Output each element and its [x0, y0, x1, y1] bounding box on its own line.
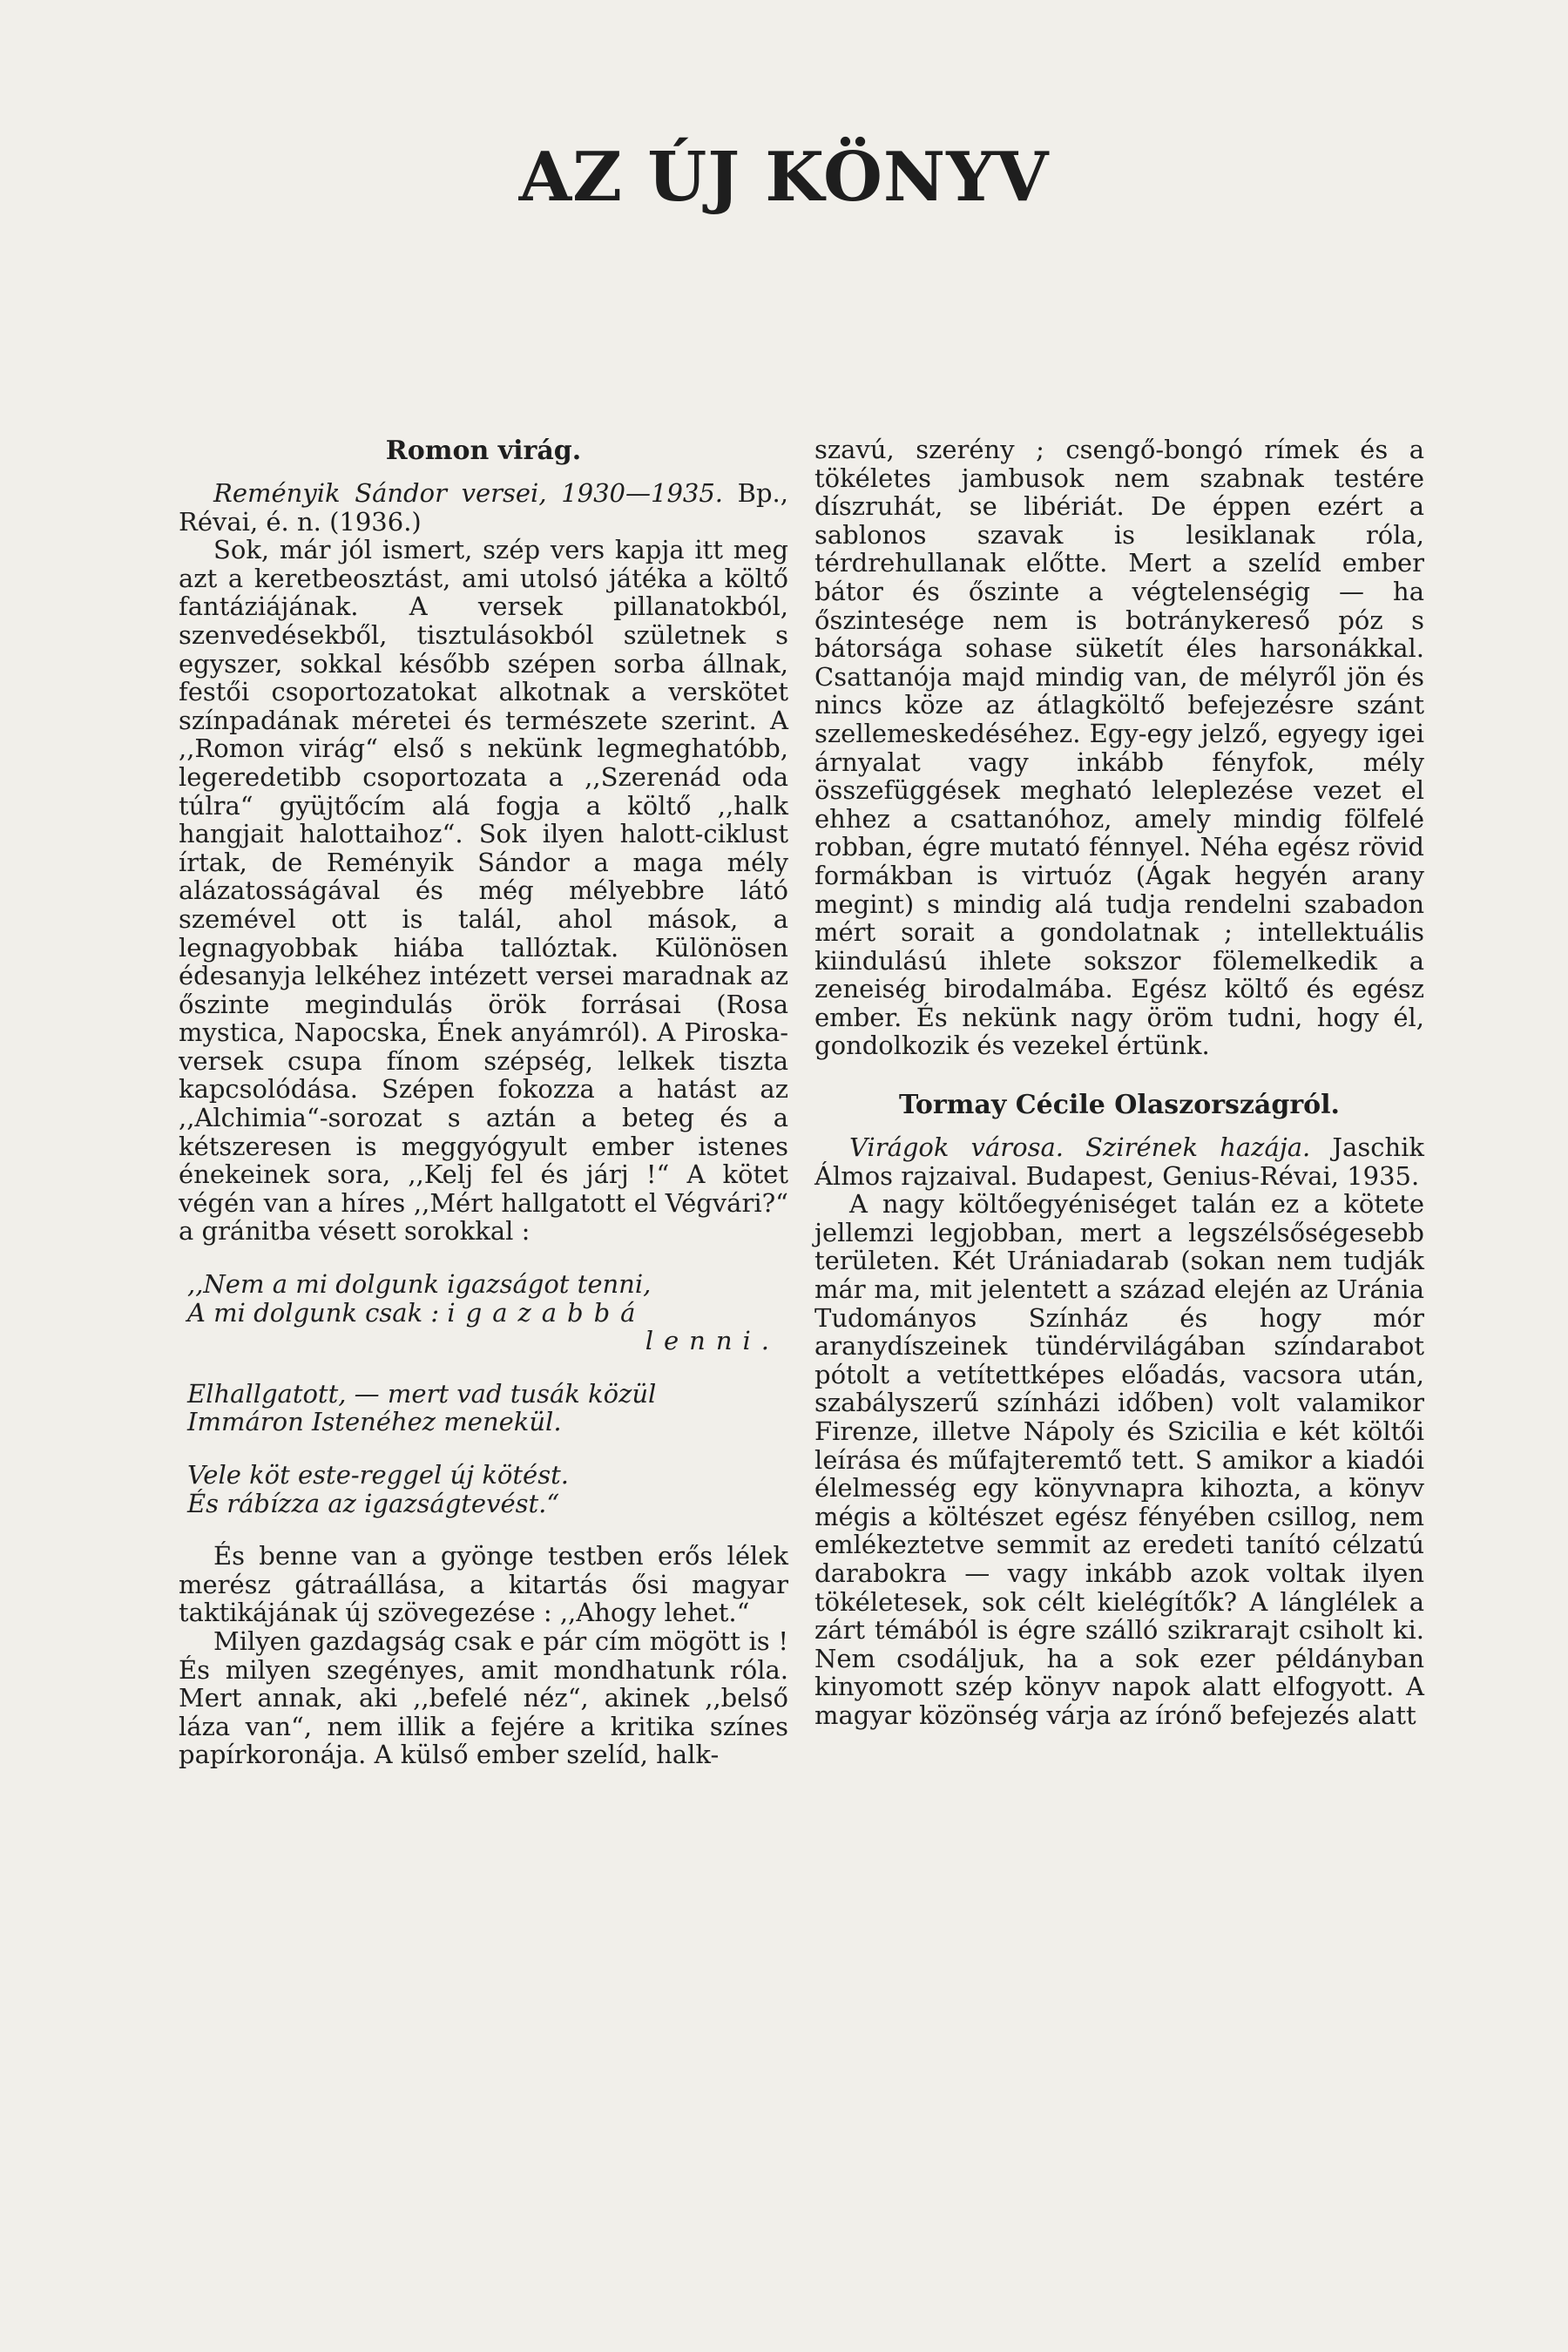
bibliography-line: [814, 1133, 1424, 1190]
section-title-romon-virag: Romon virág.: [385, 436, 582, 466]
poem-line: Vele köt este-reggel új kötést.: [187, 1460, 569, 1490]
poem-line: ,,Nem a mi dolgunk igazságot tenni,: [187, 1269, 652, 1300]
book-title: Reményik Sándor versei, 1930—1935.: [213, 478, 724, 508]
poem-quote: [187, 1270, 788, 1517]
section-title-tormay: Tormay Cécile Olaszországról.: [898, 1090, 1340, 1121]
poem-line: lenni.: [645, 1326, 780, 1356]
review-paragraph: A nagy költőegyéniséget talán ez a kötete jellemzi legjobban, mert a legszélsőségesebb területen. Két Urániadarab (sokan nem tudják már ma, mit jelentett a század elején az Uránia Tudományos Színház és hogy mór aranydíszeinek tündérvilágában színdarabot pótolt a vetítettképes előadás, vacsora után, szabályszerű színházi időben) volt valamikor Firenze, illetve Nápoly és Szicilia e két költői leírása és műfajteremtő tett. S amikor a kiadói élelmesség egy könyvnapra kihozta, a könyv mégis a költészet egész fényében csillog, nem emlékeztetve semmit az eredeti tanító célzatú darabokra — vagy inkább azok voltak ilyen tökéletesek, sok célt kielégítők? A lánglélek a zárt témából is égre szálló szikrarajt csiholt ki. Nem csodáljuk, ha a sok ezer példányban kinyomott szép könyv napok alatt elfogyott. A magyar közönség várja az írónő befejezés alatt: [814, 1189, 1424, 1730]
review-paragraph: Milyen gazdagság csak e pár cím mögött is ! És milyen szegényes, amit mondhatunk róla. Mert annak, aki ,,befelé néz“, akinek ,,belső láza van“, nem illik a fejére a kritika színes papírkoronája. A külső ember szelíd, halk-: [179, 1625, 788, 1770]
review-paragraph-continued: szavú, szerény ; csengő-bongó rímek és a tökéletes jambusok nem szabnak testére díszruhát, se libériát. De éppen ezért a sablonos szavak is lesiklanak róla, térdrehullanak előtte. Mert a szelíd ember bátor és őszinte a végtelenségig — ha őszintesége nem is botránykereső póz s bátorsága sohase süketít éles harsonákkal. Csattanója majd mindig van, de mélyről jön és nincs köze az átlagköltő befejezésre szánt szellemeskedéséhez. Egy-egy jelző, egyegy igei árnyalat vagy inkább fényfok, mély összefüggések megható leleplezése vezet el ehhez a csattanóhoz, amely mindig fölfelé robban, égre mutató fénnyel. Néha egész rövid formákban is virtuóz (Ágak hegyén arany megint) s mindig alá tudja rendelni szabadon mért sorait a gondolatnak ; intellektuális kiindulású ihlete sokszor fölemelkedik a zeneiség birodalmába. Egész költő és egész ember. És nekünk nagy öröm tudni, hogy él, gondolkozik és vezekel értünk.: [814, 435, 1424, 1061]
left-column: [179, 436, 788, 1769]
right-column: [814, 436, 1424, 1730]
poem-line: [187, 1299, 788, 1328]
book-title: Virágok városa. Szirének hazája.: [849, 1132, 1311, 1163]
review-paragraph: Sok, már jól ismert, szép vers kapja itt meg azt a keretbeosztást, ami utolsó játéka a költő fantáziájának. A versek pillanatokból, szenvedésekből, tisztulásokból születnek s egyszer, sokkal később szépen sorba állnak, festői csoportozatokat alkotnak a verskötet színpadának méretei és természete szerint. A ,,Romon virág“ első s nekünk legmeghatóbb, legeredetibb csoportozata a ,,Szerenád oda túlra“ gyüjtőcím alá fogja a költő ,,halk hangjait halottaihoz“. Sok ilyen halott-ciklust írtak, de Reményik Sándor a maga mély alázatosságával és még mélyebbre látó szemével ott is talál, ahol mások, a legnagyobbak hiába tallóztak. Különösen édesanyja lelkéhez intézett versei maradnak az őszinte megindulás örök forrásai (Rosa mystica, Napocska, Ének anyámról). A Piroska-versek csupa fínom szépség, lelkek tiszta kapcsolódása. Szépen fokozza a hatást az ,,Alchimia“-sorozat s aztán a beteg és a kétszeresen is meggyógyult ember istenes énekeinek sora, ,,Kelj fel és járj !“ A kötet végén van a híres ,,Mért hallgatott el Végvári?“ a gránitba vésett sorokkal :: [179, 535, 788, 1247]
poem-line-part: A mi dolgunk csak :: [187, 1297, 448, 1328]
bibliography-line: [179, 479, 788, 536]
publisher-info: Jaschik Álmos rajzaival. Budapest, Genius-Révai, 1935.: [814, 1132, 1424, 1191]
poem-line: És rábízza az igazságtevést.“: [187, 1488, 560, 1518]
publisher-info: Bp., Révai, é. n. (1936.): [179, 478, 788, 537]
poem-spaced-word: igazabbá: [447, 1297, 646, 1328]
poem-line: Immáron Istenéhez menekül.: [187, 1407, 562, 1437]
page-title: AZ ÚJ KÖNYV: [518, 138, 1050, 217]
poem-line: Elhallgatott, — mert vad tusák közül: [187, 1378, 657, 1409]
review-paragraph: És benne van a gyönge testben erős lélek merész gátraállása, a kitartás ősi magyar taktikájának új szövegezése : ,,Ahogy lehet.“: [179, 1541, 788, 1628]
